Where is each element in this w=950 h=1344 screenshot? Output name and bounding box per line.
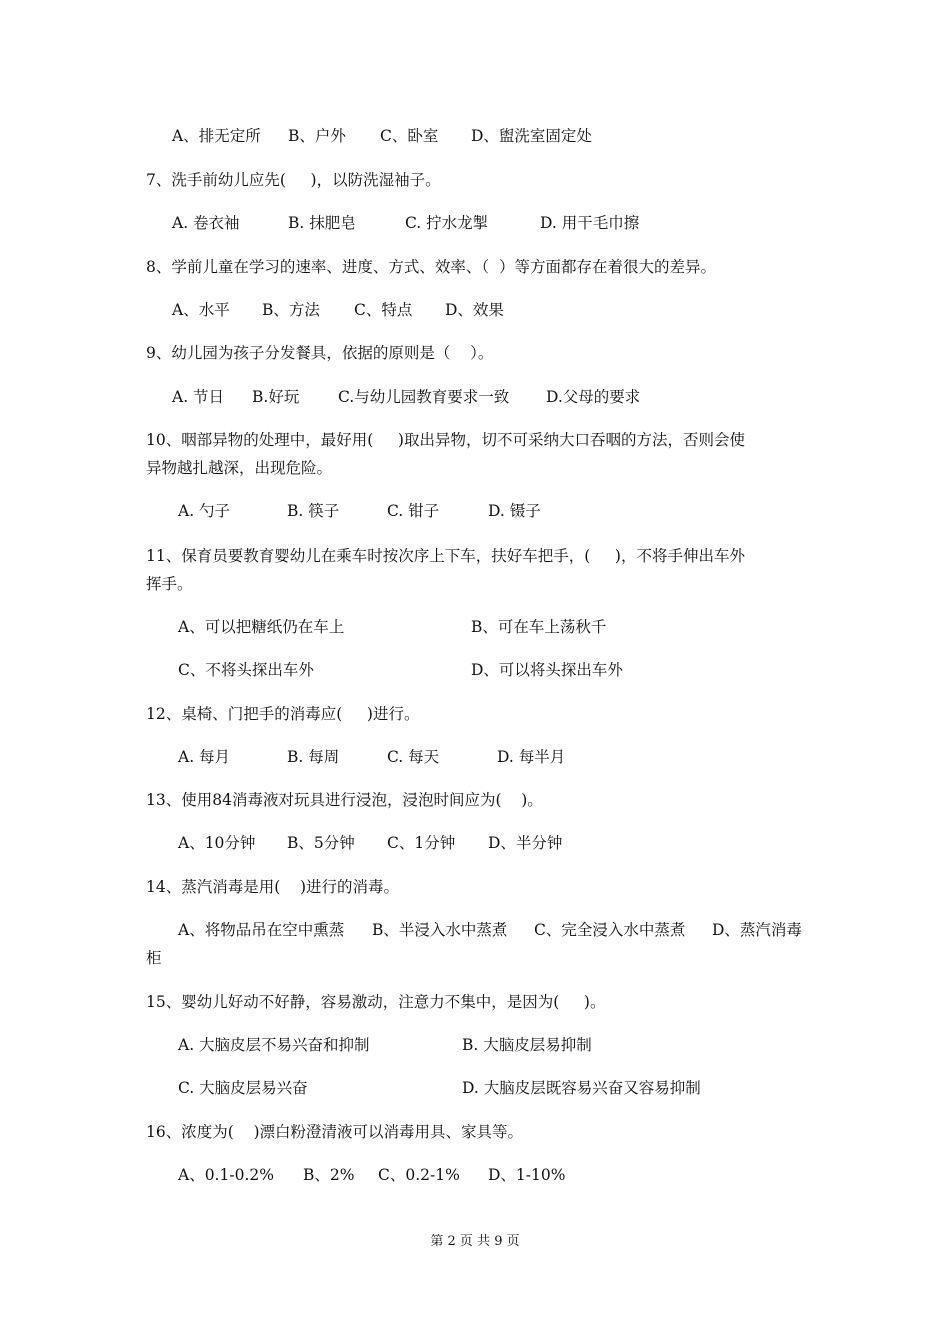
q15-option-a: A. 大脑皮层不易兴奋和抑制 bbox=[178, 1036, 370, 1054]
q9-option-c: C.与幼儿园教育要求一致 bbox=[338, 388, 510, 406]
question-10-text: 10、咽部异物的处理中，最好用( )取出异物，切不可采纳大口吞咽的方法，否则会使 bbox=[146, 431, 745, 449]
q11-option-b: B、可在车上荡秋千 bbox=[471, 618, 607, 636]
question-13-text: 13、使用84消毒液对玩具进行浸泡，浸泡时间应为( )。 bbox=[146, 791, 543, 809]
q8-option-a: A、水平 bbox=[172, 301, 230, 319]
question-12-text: 12、桌椅、门把手的消毒应( )进行。 bbox=[146, 705, 420, 723]
question-9-text: 9、幼儿园为孩子分发餐具，依据的原则是（ ）。 bbox=[146, 344, 494, 362]
question-7-text: 7、洗手前幼儿应先( )，以防洗湿袖子。 bbox=[146, 171, 441, 189]
question-8-text: 8、学前儿童在学习的速率、进度、方式、效率、（ ）等方面都存在着很大的差异。 bbox=[146, 258, 716, 276]
q15-option-d: D. 大脑皮层既容易兴奋又容易抑制 bbox=[462, 1079, 701, 1097]
q11-option-a: A、可以把糖纸仍在车上 bbox=[178, 618, 345, 636]
q10-option-c: C. 钳子 bbox=[387, 502, 440, 520]
q9-option-d: D.父母的要求 bbox=[546, 388, 641, 406]
q16-option-a: A、0.1-0.2% bbox=[178, 1166, 274, 1184]
q9-option-a: A. 节日 bbox=[172, 388, 225, 406]
q15-option-b: B. 大脑皮层易抑制 bbox=[462, 1036, 592, 1054]
question-11-text: 11、保育员要教育婴幼儿在乘车时按次序上下车，扶好车把手，( )，不将手伸出车外 bbox=[146, 547, 745, 565]
q7-option-c: C. 拧水龙掣 bbox=[405, 214, 489, 232]
q10-option-b: B. 筷子 bbox=[287, 502, 340, 520]
q11-option-d: D、可以将头探出车外 bbox=[471, 661, 623, 679]
q6-option-d: D、盥洗室固定处 bbox=[471, 127, 592, 145]
q14-option-a: A、将物品吊在空中熏蒸 bbox=[178, 921, 345, 939]
q12-option-c: C. 每天 bbox=[387, 748, 440, 766]
question-10-continuation: 异物越扎越深，出现危险。 bbox=[146, 459, 333, 477]
q8-option-d: D、效果 bbox=[445, 301, 504, 319]
q16-option-b: B、2% bbox=[303, 1166, 355, 1184]
q14-option-d: D、蒸汽消毒 bbox=[712, 921, 802, 939]
q7-option-b: B. 抹肥皂 bbox=[288, 214, 356, 232]
q6-option-a: A、排无定所 bbox=[172, 127, 261, 145]
q14-option-b: B、半浸入水中蒸煮 bbox=[372, 921, 508, 939]
q12-option-a: A. 每月 bbox=[178, 748, 231, 766]
q8-option-c: C、特点 bbox=[354, 301, 413, 319]
q6-option-b: B、户外 bbox=[288, 127, 346, 145]
question-16-text: 16、浓度为( )漂白粉澄清液可以消毒用具、家具等。 bbox=[146, 1123, 524, 1141]
q7-option-a: A. 卷衣袖 bbox=[172, 214, 240, 232]
q14-option-c: C、完全浸入水中蒸煮 bbox=[534, 921, 686, 939]
question-11-continuation: 挥手。 bbox=[146, 575, 193, 593]
page-number-footer: 第 2 页 共 9 页 bbox=[430, 1234, 520, 1249]
q15-option-c: C. 大脑皮层易兴奋 bbox=[178, 1079, 308, 1097]
question-15-text: 15、婴幼儿好动不好静，容易激动，注意力不集中，是因为( )。 bbox=[146, 993, 606, 1011]
q12-option-b: B. 每周 bbox=[287, 748, 340, 766]
q16-option-d: D、1-10% bbox=[488, 1166, 566, 1184]
q13-option-b: B、5分钟 bbox=[287, 834, 355, 852]
q7-option-d: D. 用干毛巾擦 bbox=[540, 214, 640, 232]
q16-option-c: C、0.2-1% bbox=[378, 1166, 460, 1184]
q10-option-a: A. 勺子 bbox=[178, 502, 231, 520]
q10-option-d: D. 镊子 bbox=[488, 502, 541, 520]
question-14-continuation: 柜 bbox=[146, 949, 162, 967]
q13-option-c: C、1分钟 bbox=[387, 834, 456, 852]
q13-option-a: A、10分钟 bbox=[178, 834, 256, 852]
q6-option-c: C、卧室 bbox=[380, 127, 439, 145]
q11-option-c: C、不将头探出车外 bbox=[178, 661, 314, 679]
q13-option-d: D、半分钟 bbox=[488, 834, 563, 852]
q12-option-d: D. 每半月 bbox=[497, 748, 566, 766]
q9-option-b: B.好玩 bbox=[252, 388, 300, 406]
question-14-text: 14、蒸汽消毒是用( )进行的消毒。 bbox=[146, 878, 400, 896]
q8-option-b: B、方法 bbox=[262, 301, 320, 319]
